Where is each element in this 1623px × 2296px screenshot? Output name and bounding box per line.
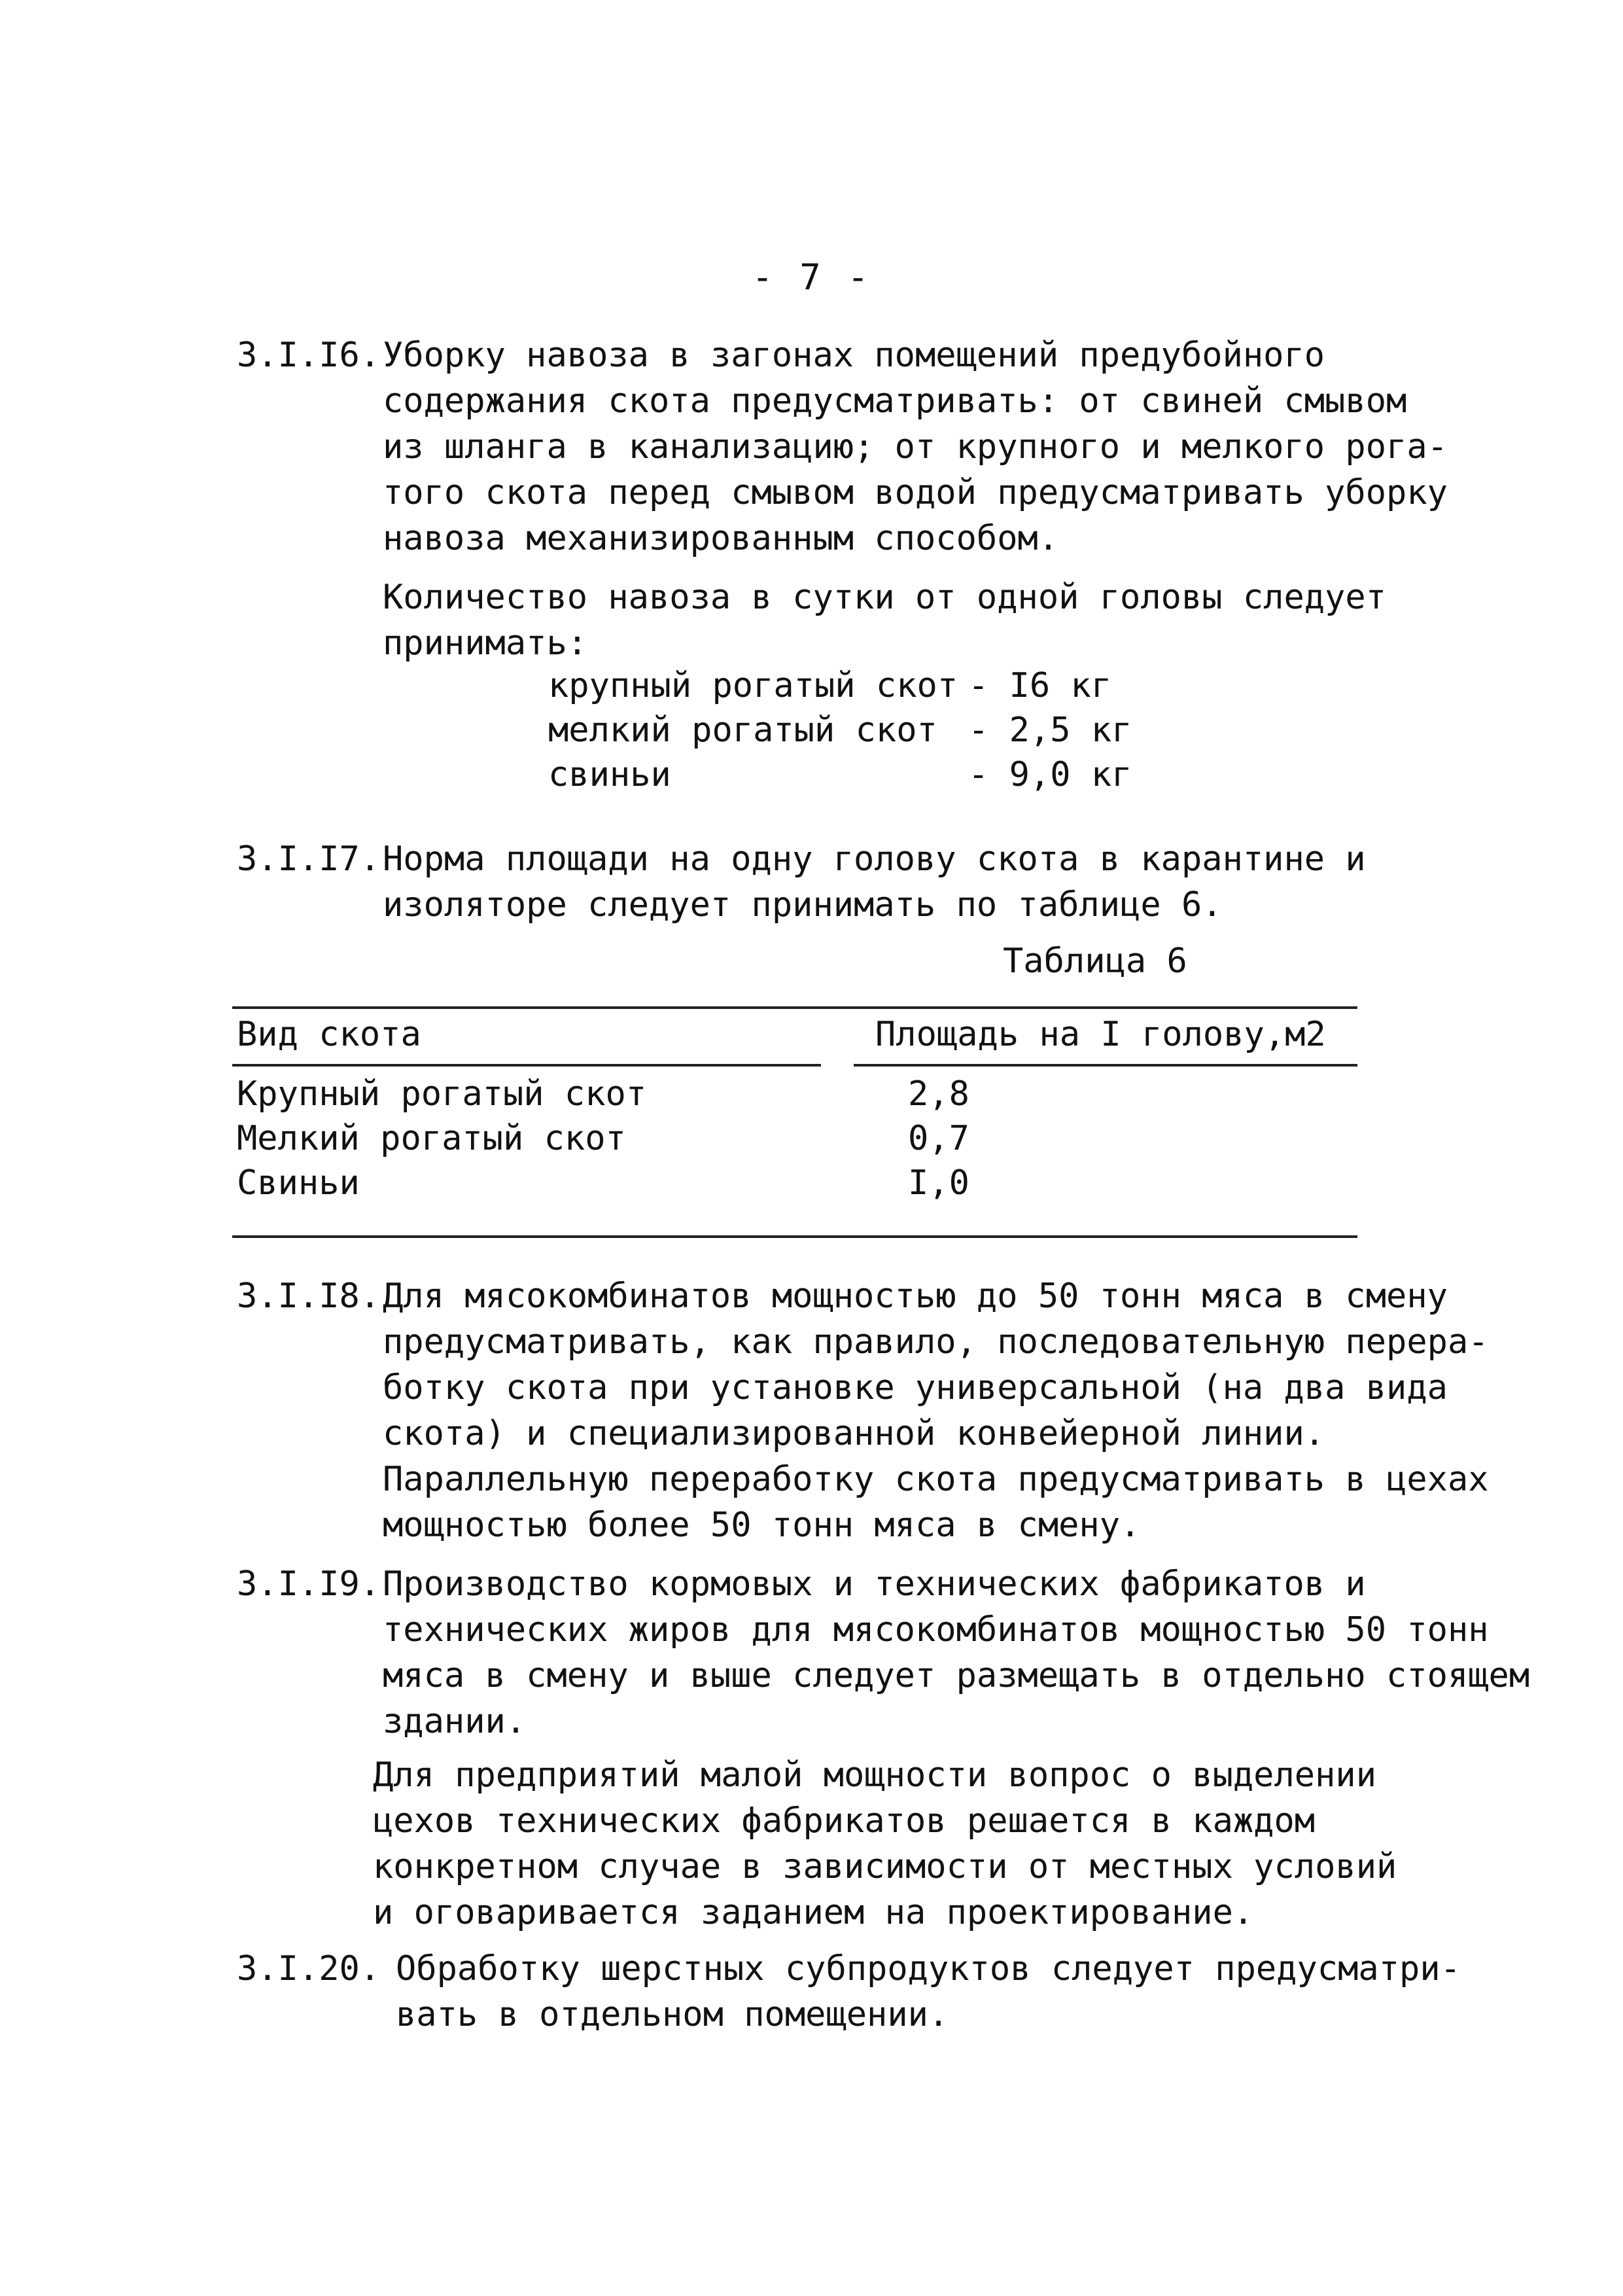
section-3-1-17-text bbox=[383, 836, 1366, 928]
table-header-area: Площадь на I голову,м2 bbox=[875, 1015, 1326, 1054]
text-line: конкретном случае в зависимости от местных условий bbox=[373, 1847, 1397, 1886]
manure-amount: - 2,5 кг bbox=[968, 711, 1132, 750]
manure-list bbox=[548, 663, 1164, 797]
text-line: содержания скота предусматривать: от свиней смывом bbox=[383, 381, 1407, 421]
table-row bbox=[237, 1072, 1235, 1116]
section-3-1-18-text bbox=[383, 1273, 1489, 1548]
text-line: предусматривать, как правило, последовательную перера- bbox=[383, 1322, 1489, 1362]
section-3-1-16-text bbox=[383, 332, 1448, 561]
table-cell-livestock: Свиньи bbox=[237, 1163, 360, 1203]
table-header-rule bbox=[854, 1064, 1357, 1067]
text-line: навоза механизированным способом. bbox=[383, 519, 1059, 558]
section-number-3-1-17: 3.I.I7. bbox=[237, 839, 381, 879]
text-line: Параллельную переработку скота предусматривать в цехах bbox=[383, 1460, 1489, 1499]
text-line: технических жиров для мясокомбинатов мощностью 50 тонн bbox=[383, 1610, 1489, 1650]
text-line: принимать: bbox=[383, 624, 588, 663]
text-line: цехов технических фабрикатов решается в каждом bbox=[373, 1801, 1316, 1841]
list-item bbox=[548, 752, 1164, 797]
table-cell-livestock: Крупный рогатый скот bbox=[237, 1074, 647, 1114]
section-number-3-1-18: 3.I.I8. bbox=[237, 1277, 381, 1316]
text-line: изоляторе следует принимать по таблице 6. bbox=[383, 885, 1223, 925]
livestock-kind: мелкий рогатый скот bbox=[548, 711, 937, 750]
text-line: Количество навоза в сутки от одной головы следует bbox=[383, 578, 1387, 617]
text-line: и оговаривается заданием на проектирование. bbox=[373, 1893, 1254, 1932]
table-body bbox=[237, 1072, 1235, 1205]
page-number: - 7 - bbox=[752, 256, 871, 298]
text-line: мяса в смену и выше следует размещать в отдельно стоящем bbox=[383, 1656, 1530, 1695]
table-caption: Таблица 6 bbox=[1003, 942, 1187, 981]
section-3-1-20-text bbox=[396, 1946, 1461, 2038]
manure-amount: - I6 кг bbox=[968, 666, 1112, 705]
table-cell-area: 0,7 bbox=[908, 1119, 969, 1158]
table-row bbox=[237, 1116, 1235, 1161]
manure-amount: - 9,0 кг bbox=[968, 755, 1132, 794]
table-bottom-rule bbox=[232, 1235, 1357, 1238]
table-cell-area: I,0 bbox=[908, 1163, 969, 1203]
table-row bbox=[237, 1161, 1235, 1205]
section-3-1-16-manure-intro bbox=[383, 574, 1386, 666]
table-header-rule bbox=[232, 1064, 821, 1067]
list-item bbox=[548, 663, 1164, 708]
text-line: скота) и специализированной конвейерной линии. bbox=[383, 1414, 1325, 1453]
table-top-rule bbox=[232, 1006, 1357, 1009]
livestock-kind: свиньи bbox=[548, 755, 671, 794]
text-line: из шланга в канализацию; от крупного и мелкого рога- bbox=[383, 427, 1448, 467]
text-line: Для предприятий малой мощности вопрос о выделении bbox=[373, 1756, 1377, 1795]
livestock-kind: крупный рогатый скот bbox=[548, 666, 958, 705]
text-line: Норма площади на одну голову скота в карантине и bbox=[383, 839, 1366, 879]
table-cell-area: 2,8 bbox=[908, 1074, 969, 1114]
section-3-1-19-second-paragraph bbox=[373, 1752, 1397, 1935]
text-line: ботку скота при установке универсальной (на два вида bbox=[383, 1368, 1448, 1407]
section-3-1-19-text bbox=[383, 1561, 1529, 1744]
text-line: Обработку шерстных субпродуктов следует предусматри- bbox=[396, 1949, 1461, 1988]
text-line: здании. bbox=[383, 1702, 527, 1741]
text-line: того скота перед смывом водой предусматривать уборку bbox=[383, 473, 1448, 512]
text-line: Для мясокомбинатов мощностью до 50 тонн мяса в смену bbox=[383, 1277, 1448, 1316]
text-line: Производство кормовых и технических фабрикатов и bbox=[383, 1564, 1366, 1604]
table-cell-livestock: Мелкий рогатый скот bbox=[237, 1119, 626, 1158]
list-item bbox=[548, 708, 1164, 752]
text-line: мощностью более 50 тонн мяса в смену. bbox=[383, 1506, 1141, 1545]
section-number-3-1-19: 3.I.I9. bbox=[237, 1564, 381, 1604]
table-header-livestock: Вид скота bbox=[237, 1015, 421, 1054]
section-number-3-1-20: 3.I.20. bbox=[237, 1949, 381, 1988]
text-line: вать в отдельном помещении. bbox=[396, 1995, 949, 2034]
section-number-3-1-16: 3.I.I6. bbox=[237, 336, 381, 375]
text-line: Уборку навоза в загонах помещений предубойного bbox=[383, 336, 1325, 375]
